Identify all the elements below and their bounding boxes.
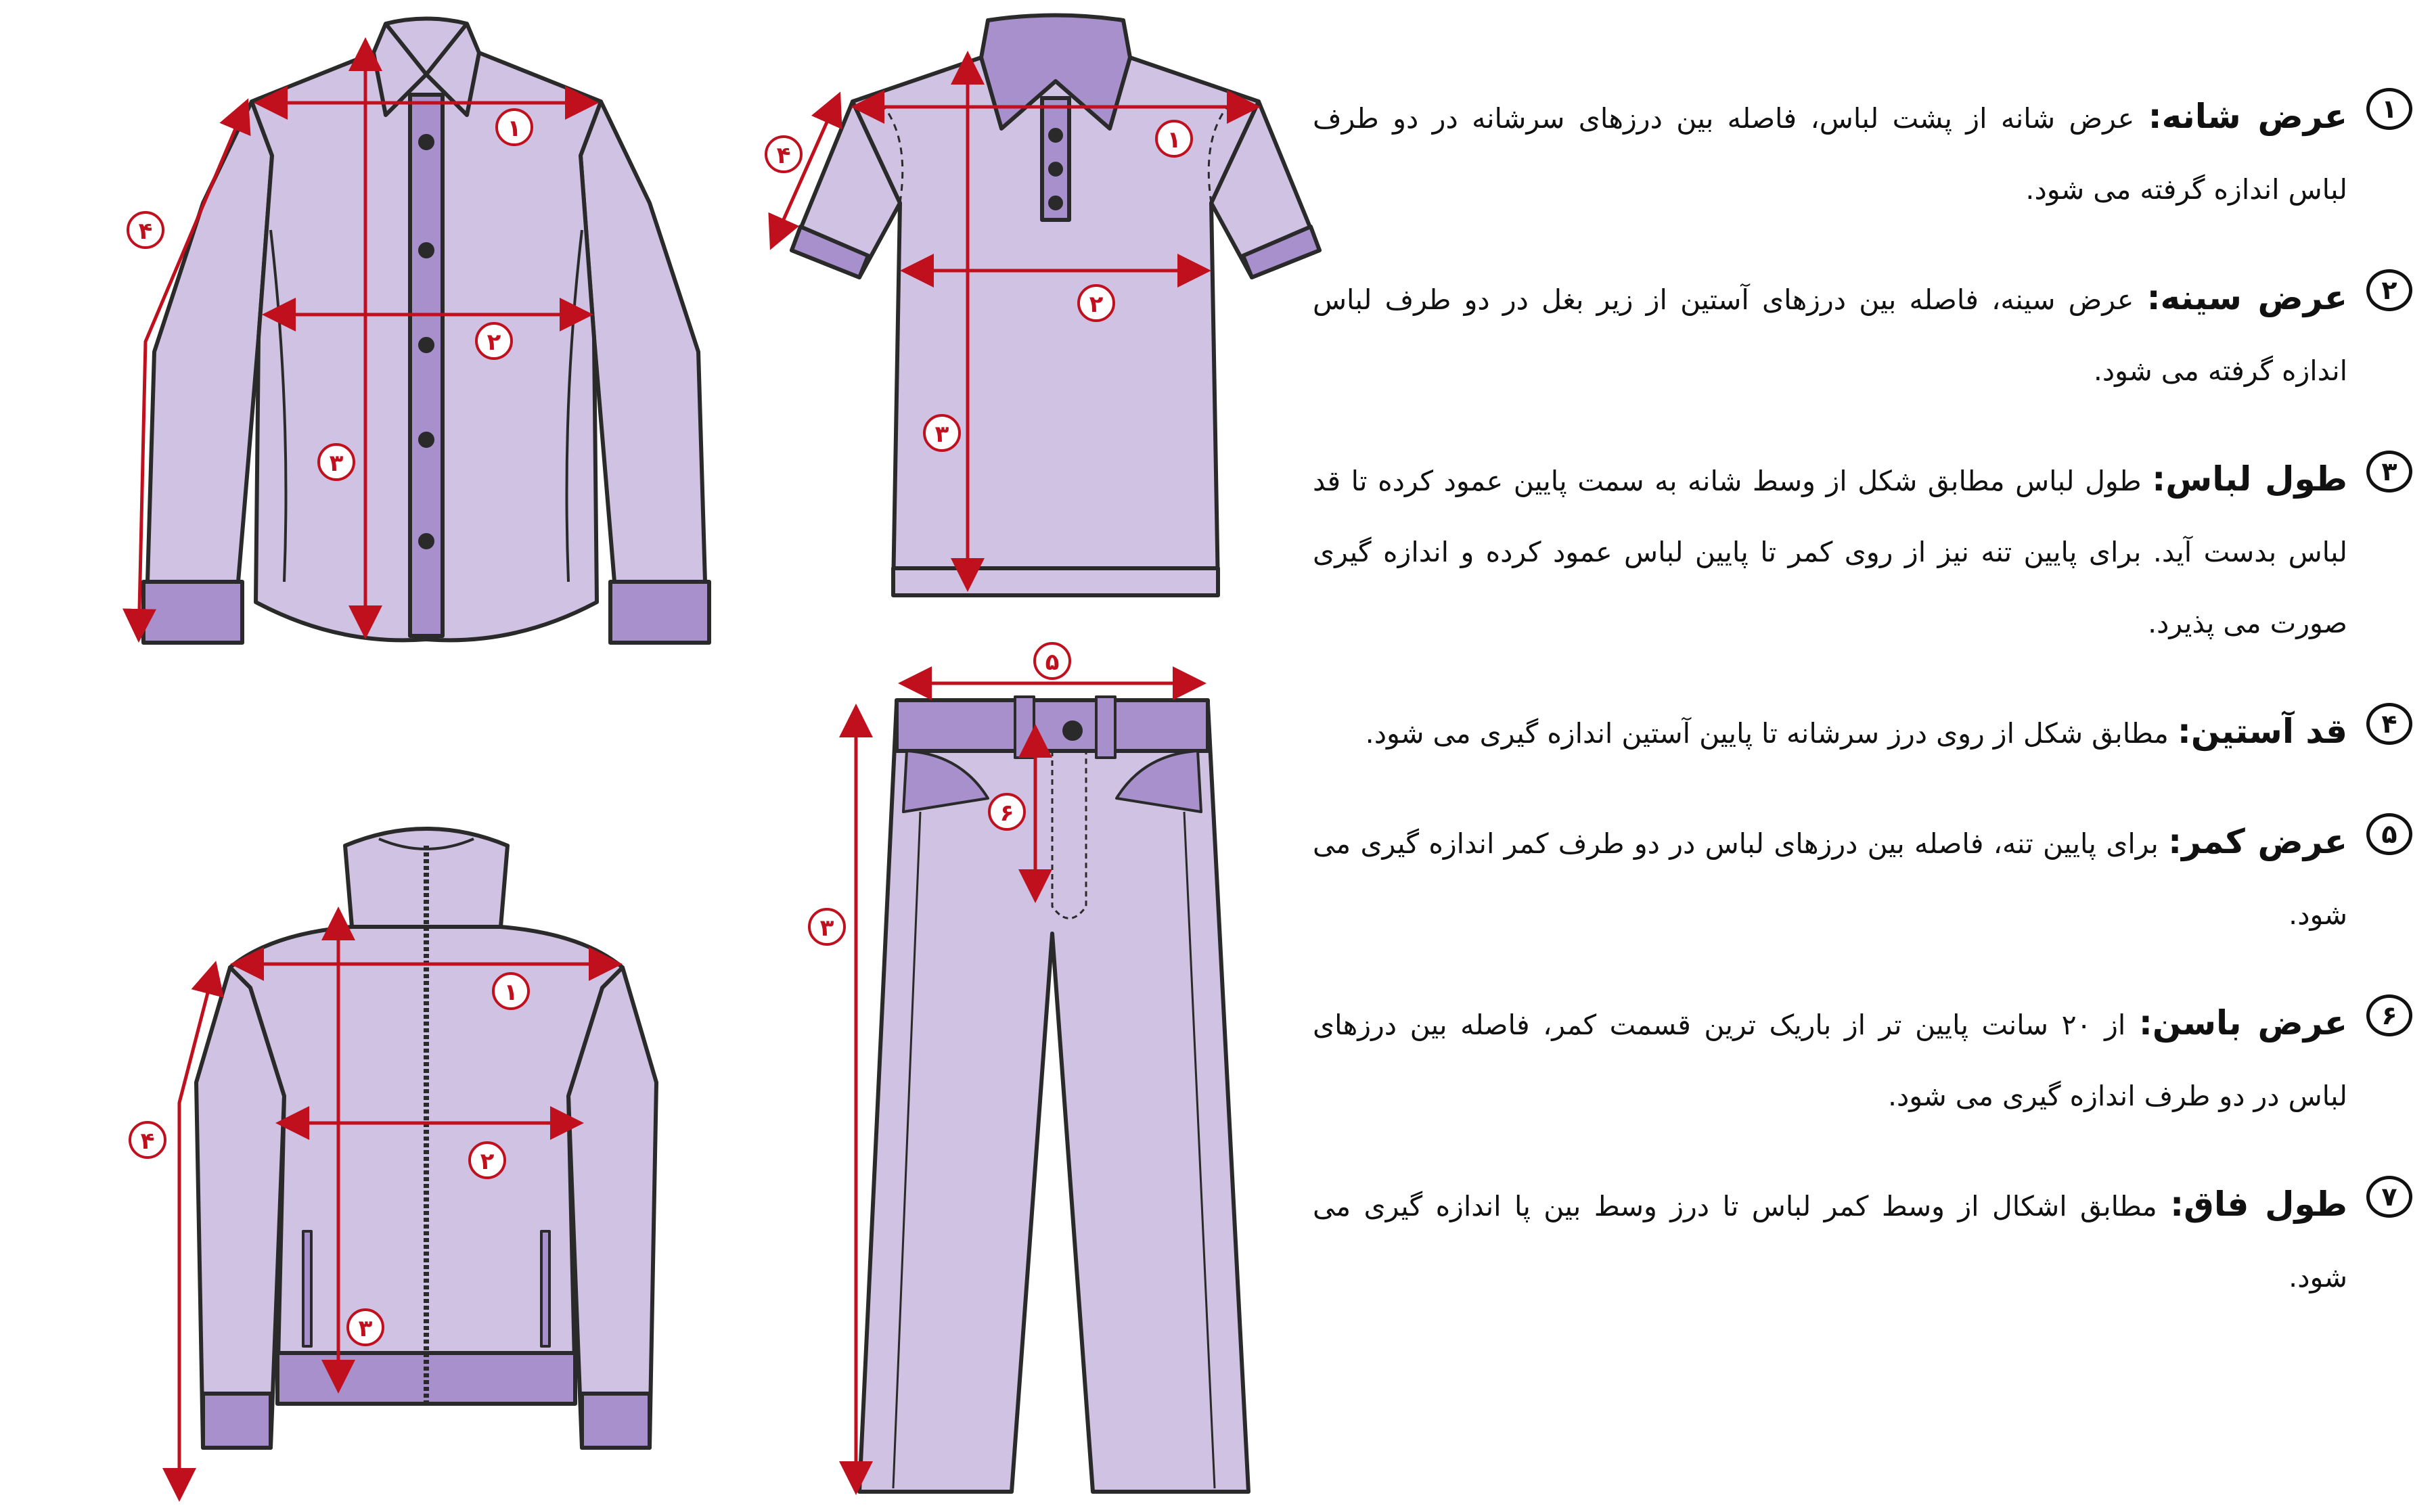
callout-shirt-3-label: ۳ <box>329 450 344 477</box>
guide-text: مطابق اشکال از وسط کمر لباس تا درز وسط بین پا اندازه گیری می شود. <box>1313 1190 2347 1293</box>
callout-polo-1 <box>1156 121 1192 156</box>
guide-number-badge: ۱ <box>2366 88 2412 130</box>
guide-paragraph <box>1313 806 2347 950</box>
callout-polo-1-label: ۱ <box>1167 127 1181 154</box>
guide-text: عرض شانه از پشت لباس، فاصله بین درزهای سرشانه در دو طرف لباس اندازه گرفته می شود. <box>1313 102 2347 206</box>
guide-paragraph <box>1313 262 2347 407</box>
guide-item-shoulder-width <box>1313 81 2412 225</box>
callout-polo-2 <box>1079 285 1114 321</box>
callout-jacket-1 <box>493 973 528 1009</box>
callout-pants-6-label: ۶ <box>999 800 1014 827</box>
callout-pants-6 <box>989 794 1024 829</box>
guide-text: مطابق شکل از روی درز سرشانه تا پایین آستین اندازه گیری می شود. <box>1365 717 2169 750</box>
guide-number-badge: ۴ <box>2366 703 2412 745</box>
callout-jacket-3-label: ۳ <box>358 1315 373 1342</box>
guide-paragraph <box>1313 444 2347 659</box>
guide-title: عرض کمر: <box>2168 822 2347 861</box>
callout-shirt-1-label: ۱ <box>507 115 522 142</box>
callout-polo-2-label: ۲ <box>1089 291 1104 318</box>
guide-title: طول فاق: <box>2170 1185 2347 1224</box>
guide-item-sleeve-length <box>1313 696 2412 769</box>
callout-pants-3 <box>809 909 844 944</box>
guide-paragraph <box>1313 1169 2347 1313</box>
guide-item-waist-width <box>1313 806 2412 950</box>
guide-paragraph <box>1313 81 2347 225</box>
guide-text: از ۲۰ سانت پایین تر از باریک ترین قسمت کمر، فاصله بین درزهای لباس در دو طرف اندازه گیری می شود. <box>1313 1009 2347 1112</box>
guide-title: طول لباس: <box>2152 459 2347 499</box>
callout-jacket-1-label: ۱ <box>503 979 518 1006</box>
callout-shirt-2-label: ۲ <box>487 329 501 356</box>
measurement-guide <box>1313 81 2412 1293</box>
callout-jacket-3 <box>348 1310 383 1345</box>
guide-title: عرض باسن: <box>2138 1003 2347 1043</box>
guide-paragraph <box>1313 988 2347 1132</box>
callout-pants-5-label: ۵ <box>1045 649 1060 676</box>
callout-pants-5 <box>1035 643 1070 679</box>
guide-text: طول لباس مطابق شکل از وسط شانه به سمت پایین عمود کرده تا قد لباس بدست آید. برای پایین تنه نیز از روی کمر تا پایین لباس عمود کرده و اندازه گیری صورت می پذیرد. <box>1313 465 2347 639</box>
callout-polo-3-label: ۳ <box>934 421 949 448</box>
callout-pants-3-label: ۳ <box>819 915 834 942</box>
callout-shirt-3 <box>319 444 354 480</box>
callout-jacket-4 <box>130 1122 165 1158</box>
guide-number-badge: ۳ <box>2366 451 2412 492</box>
callout-polo-4 <box>766 137 801 172</box>
guide-text: عرض سینه، فاصله بین درزهای آستین از زیر بغل در دو طرف لباس اندازه گرفته می شود. <box>1313 283 2347 387</box>
callout-jacket-4-label: ۴ <box>140 1128 155 1155</box>
guide-title: عرض سینه: <box>2146 278 2347 317</box>
guide-number-badge: ۶ <box>2366 994 2412 1036</box>
guide-item-hip-width <box>1313 988 2412 1132</box>
callout-polo-4-label: ۴ <box>776 142 791 169</box>
long-sleeve-shirt-illustration <box>143 19 709 643</box>
callout-polo-3 <box>924 415 960 451</box>
callout-shirt-4-label: ۴ <box>138 218 153 245</box>
guide-title: عرض شانه: <box>2148 97 2347 136</box>
guide-title: قد آستین: <box>2177 712 2347 751</box>
guide-number-badge: ۵ <box>2366 813 2412 855</box>
callout-shirt-2 <box>476 323 512 359</box>
polo-shirt-illustration <box>792 16 1320 596</box>
guide-text: برای پایین تنه، فاصله بین درزهای لباس در دو طرف کمر اندازه گیری می شود. <box>1313 827 2347 931</box>
callout-shirt-4 <box>128 212 163 248</box>
guide-item-rise-length <box>1313 1169 2412 1313</box>
guide-item-garment-length <box>1313 444 2412 659</box>
zip-jacket-illustration <box>196 829 656 1448</box>
guide-item-chest-width <box>1313 262 2412 407</box>
callout-jacket-2 <box>470 1143 505 1178</box>
callout-jacket-2-label: ۲ <box>480 1148 495 1175</box>
jeans-illustration <box>859 697 1248 1492</box>
callout-shirt-1 <box>497 110 532 145</box>
guide-number-badge: ۷ <box>2366 1176 2412 1218</box>
guide-paragraph <box>1313 696 2347 769</box>
guide-number-badge: ۲ <box>2366 269 2412 311</box>
